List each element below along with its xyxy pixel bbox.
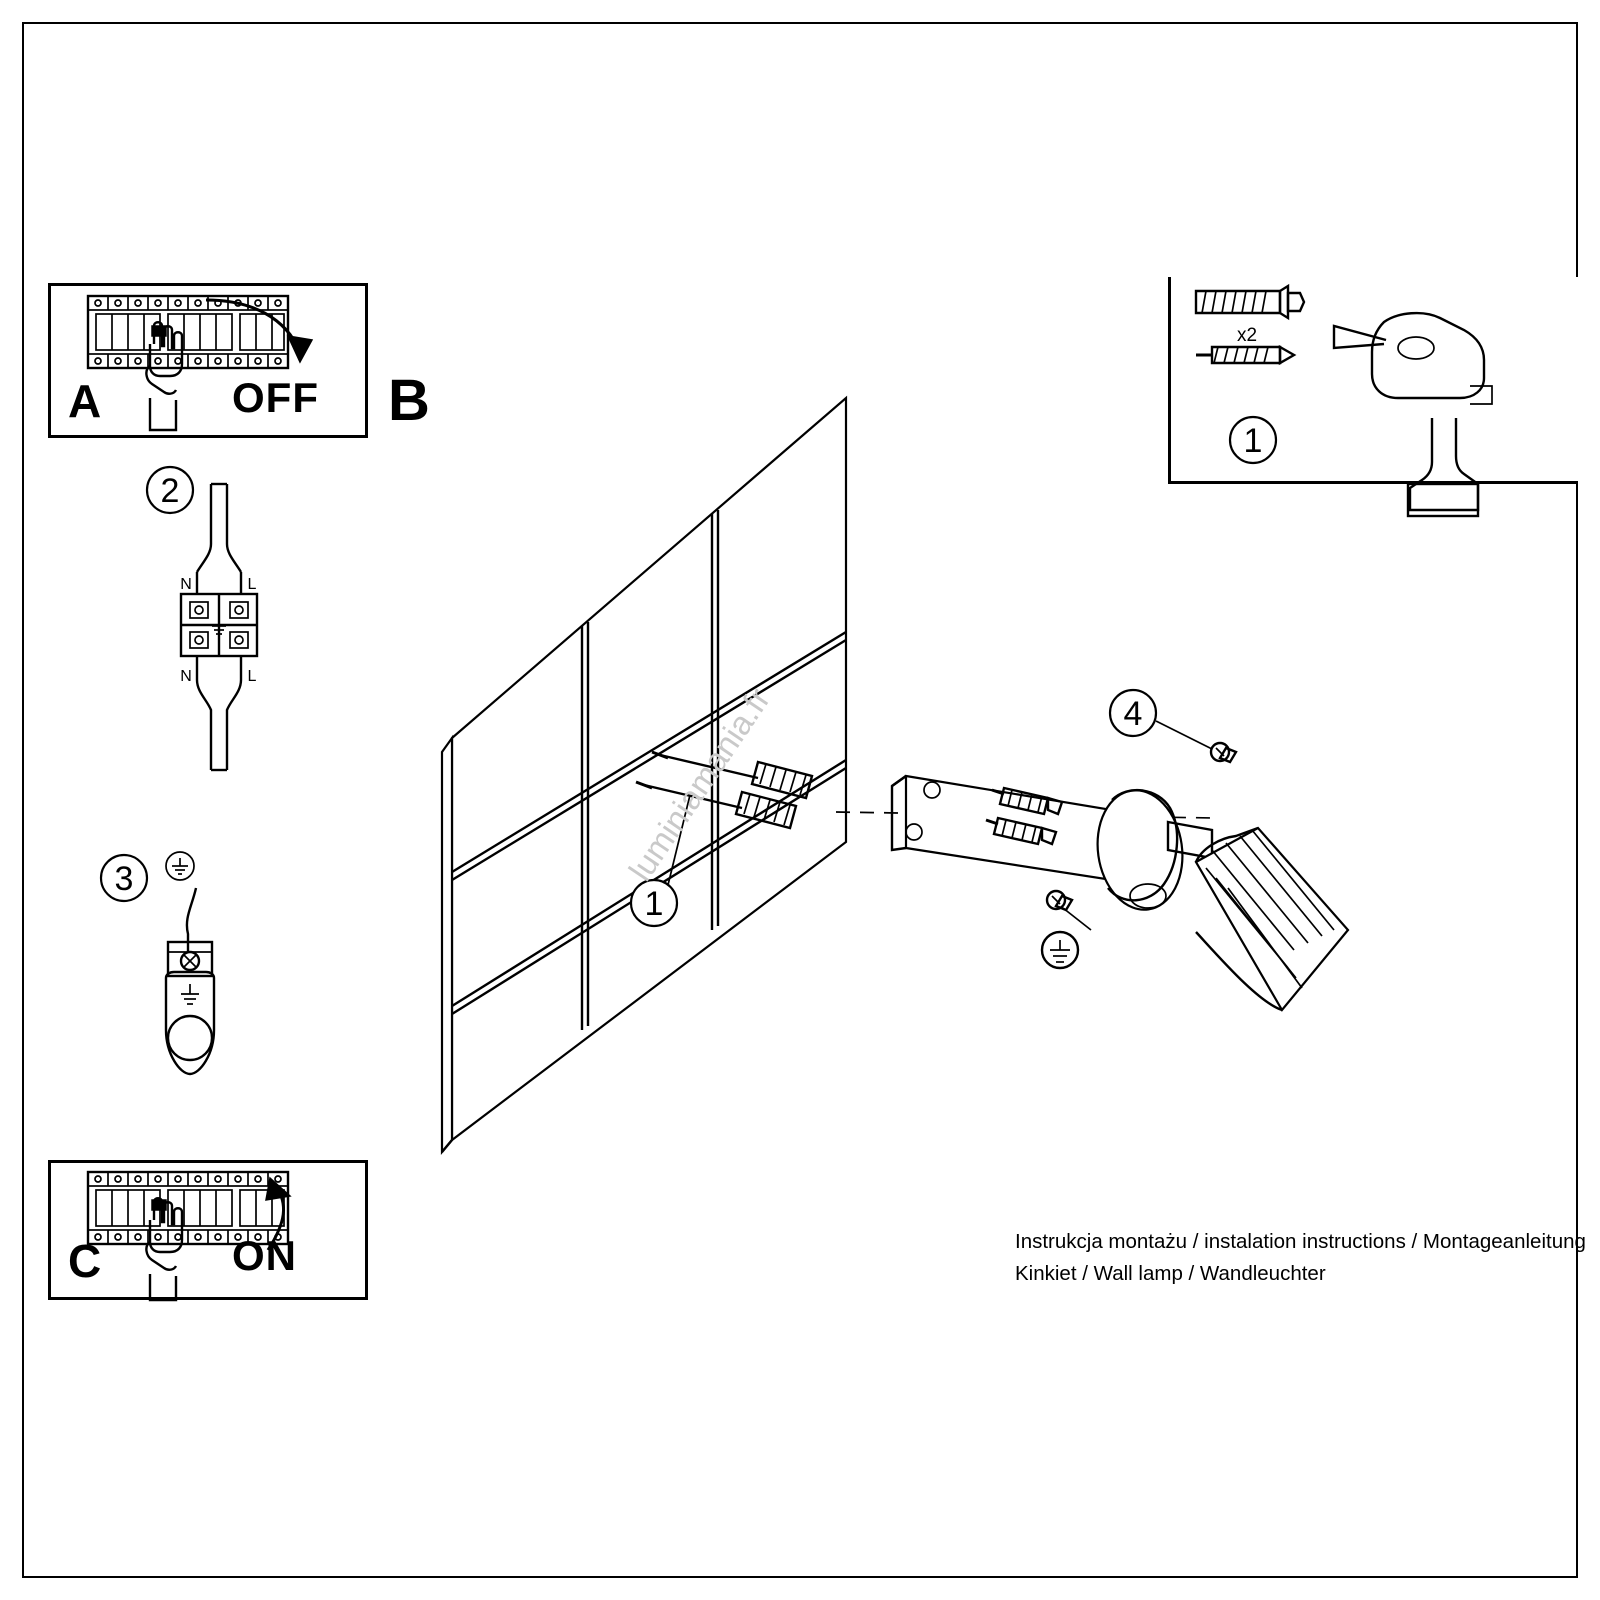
mounting-bracket <box>892 776 1112 880</box>
caption-line-2: Kinkiet / Wall lamp / Wandleuchter <box>1015 1261 1326 1285</box>
step-number-1-tools-text: 1 <box>1243 422 1263 460</box>
panel-a-letter: A <box>68 375 102 427</box>
panel-b-letter: B <box>388 368 430 433</box>
terminal-label-n-top: N <box>180 576 192 593</box>
terminal-label-n-bottom: N <box>180 668 192 685</box>
panel-a-action-label: OFF <box>232 374 319 421</box>
fixing-screw-top <box>1211 743 1236 762</box>
panel-c-action-label: ON <box>232 1232 297 1279</box>
step-number-2-text: 2 <box>160 472 180 510</box>
caption-line-1: Instrukcja montażu / instalation instructions / Montageanleitung <box>1015 1230 1586 1253</box>
earth-symbol-lamp-icon <box>1042 932 1078 968</box>
step-number-3-text: 3 <box>114 860 134 898</box>
step-number-1-wall-text: 1 <box>644 885 664 923</box>
step-number-4-text: 4 <box>1123 695 1143 733</box>
quantity-label: x2 <box>1237 325 1258 346</box>
terminal-label-l-bottom: L <box>247 668 257 685</box>
panel-c-letter: C <box>68 1235 102 1287</box>
tiled-wall <box>442 398 846 1152</box>
lamp-shade <box>1196 828 1348 1010</box>
watermark: luminiamania.fr <box>621 681 778 888</box>
step-number-4 <box>1110 690 1212 749</box>
caption-block <box>1015 1226 1586 1290</box>
terminal-label-l-top: L <box>247 576 257 593</box>
lamp-base <box>1090 785 1348 1010</box>
fixing-screw-bottom <box>1047 891 1091 930</box>
